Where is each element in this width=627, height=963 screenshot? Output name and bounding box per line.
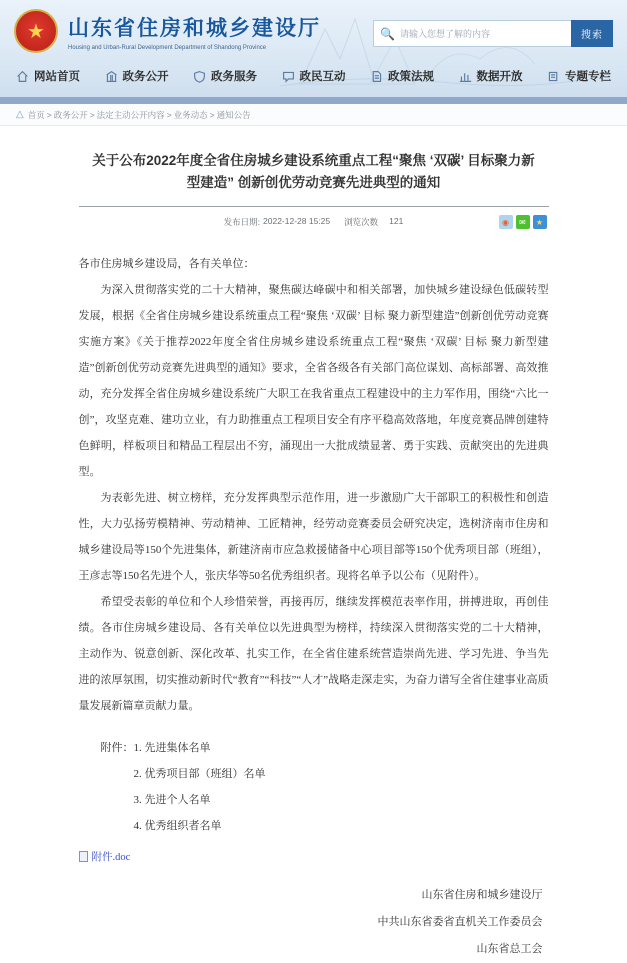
document-icon	[370, 70, 383, 83]
breadcrumb-separator: >	[209, 109, 215, 120]
chart-icon	[459, 70, 472, 83]
main-nav	[0, 62, 627, 90]
body-paragraph: 希望受表彰的单位和个人珍惜荣誉，再接再厉，继续发挥模范表率作用，拼搏进取，再创佳绩。各市住房城乡建设局、各有关单位以先进典型为榜样，持续深入贯彻落实党的二十大精神，主动作为、锐意创新、深化改革、扎实工作，在全省住建系统营造崇尚先进、学习先进、争当先进的浓厚氛围，切实推动新时代“教育”“科技”“人才”战略走深走实，为奋力谱写全省住建事业高质量发展新篇章贡献力量。	[78, 596, 549, 712]
nav-item-gov-services[interactable]	[193, 68, 257, 84]
search-input[interactable]	[400, 29, 565, 39]
article-body	[79, 251, 549, 719]
favorite-star-icon[interactable]: ★	[533, 215, 547, 229]
search-box	[373, 20, 571, 47]
attachments-label: 附件：	[100, 742, 134, 754]
attachment-item: 3. 先进个人名单	[133, 794, 211, 806]
nav-label: 政务公开	[122, 71, 169, 83]
attachment-item: 1. 先进集体名单	[133, 742, 211, 754]
breadcrumb-item-gov-affairs[interactable]: 政务公开	[53, 109, 88, 120]
nav-item-gov-affairs[interactable]	[105, 68, 169, 84]
nav-item-home[interactable]	[16, 68, 80, 84]
bank-icon	[105, 70, 118, 83]
site-title: 山东省住房和城乡建设厅	[68, 15, 321, 40]
weibo-share-icon[interactable]: ◉	[499, 215, 513, 229]
breadcrumb-separator: >	[166, 109, 172, 120]
article	[79, 126, 549, 963]
salutation: 各市住房城乡建设局，各有关单位：	[78, 258, 255, 270]
article-meta	[79, 207, 549, 237]
view-count	[344, 216, 403, 228]
site-header	[0, 0, 627, 97]
breadcrumb-item-notices[interactable]: 通知公告	[216, 109, 251, 120]
body-paragraph: 为表彰先进、树立榜样，充分发挥典型示范作用，进一步激励广大干部职工的积极性和创造性，大力弘扬劳模精神、劳动精神、工匠精神，经劳动竞赛委员会研究决定，选树济南市住房和城乡建设局等150个先进集体，新建济南市应急救援储备中心项目部等150个优秀项目部（班组），王彦志等150名先进个人，张庆华等50名优秀组织者。现将名单予以公布（见附件）。	[78, 492, 549, 582]
header-top	[0, 0, 627, 62]
breadcrumb-separator: >	[89, 109, 95, 120]
view-count-label: 浏览次数	[344, 217, 379, 227]
search-area	[373, 20, 613, 47]
nav-item-open-data[interactable]	[459, 68, 523, 84]
doc-file-icon	[79, 851, 88, 862]
share-icons	[499, 215, 547, 229]
nav-item-special-topics[interactable]	[547, 68, 611, 84]
shield-icon	[193, 70, 206, 83]
breadcrumb-home-icon: △	[16, 109, 24, 120]
article-title: 关于公布2022年度全省住房城乡建设系统重点工程“聚焦 ‘双碳’ 目标聚力新型建造” 创新创优劳动竞赛先进典型的通知	[92, 153, 535, 190]
breadcrumb-item-disclosure[interactable]: 法定主动公开内容	[96, 109, 165, 120]
view-count-value: 121	[389, 216, 404, 226]
home-icon	[16, 70, 29, 83]
nav-label: 政民互动	[299, 71, 346, 83]
site-subtitle: Housing and Urban-Rural Development Department of Shandong Province	[68, 43, 267, 51]
folder-icon	[547, 70, 560, 83]
publish-date-value: 2022-12-28 15:25	[263, 216, 331, 226]
nav-label: 专题专栏	[565, 71, 611, 83]
signature-line: 中共山东省委省直机关工作委员会	[377, 916, 543, 928]
attachment-item: 2. 优秀项目部（班组）名单	[133, 768, 266, 780]
attachment-doc-link[interactable]: 附件.doc	[91, 852, 131, 863]
attachments-list	[79, 735, 549, 839]
signature-block	[79, 882, 549, 963]
wechat-share-icon[interactable]: ✉	[516, 215, 530, 229]
search-button[interactable]: 搜索	[571, 20, 613, 47]
breadcrumb	[0, 104, 627, 126]
logo-text-block	[68, 12, 321, 51]
header-divider-strip	[0, 97, 627, 104]
national-emblem-logo: ★	[14, 9, 58, 53]
breadcrumb-item-business[interactable]: 业务动态	[173, 109, 208, 120]
nav-label: 网站首页	[34, 71, 80, 83]
publish-date	[224, 216, 331, 228]
breadcrumb-item-home[interactable]: 首页	[27, 109, 45, 120]
attachment-link-row	[79, 849, 549, 864]
nav-label: 政策法规	[388, 71, 434, 83]
breadcrumb-separator: >	[46, 109, 52, 120]
attachment-item: 4. 优秀组织者名单	[133, 820, 222, 832]
attachments-first-line	[79, 735, 549, 761]
body-paragraph: 为深入贯彻落实党的二十大精神，聚焦碳达峰碳中和相关部署，加快城乡建设绿色低碳转型发展，根据《全省住房城乡建设系统重点工程“聚焦 ‘双碳’ 目标 聚力新型建造”创新创优劳动竞赛实施方案》《关于推荐2022年度全省住房城乡建设系统重点工程“聚焦 ‘双碳’ 目标 聚力新型建造”创新创优劳动竞赛先进典型的通知》要求，全省各级各有关部门高位谋划、高标部署、高效推动，充分发挥全省住房城乡建设系统广大职工在我省重点工程建设中的主力军作用，围绕“六比一创”，攻坚克难、建功立业，有力助推重点工程项目安全有序平稳高效落地，年度竞赛品牌创建特色鲜明，样板项目和精品工程层出不穷，涌现出一大批成绩显著、勇于实践、贡献突出的先进典型。	[78, 284, 549, 478]
nav-item-interaction[interactable]	[282, 68, 346, 84]
signature-line: 山东省住房和城乡建设厅	[421, 889, 543, 901]
chat-icon	[282, 70, 295, 83]
nav-label: 数据开放	[476, 71, 523, 83]
signature-line: 山东省总工会	[476, 943, 543, 955]
nav-label: 政务服务	[211, 71, 257, 83]
publish-date-label: 发布日期:	[223, 217, 261, 227]
nav-item-policies[interactable]	[370, 68, 434, 84]
search-icon: 🔍	[380, 26, 395, 41]
